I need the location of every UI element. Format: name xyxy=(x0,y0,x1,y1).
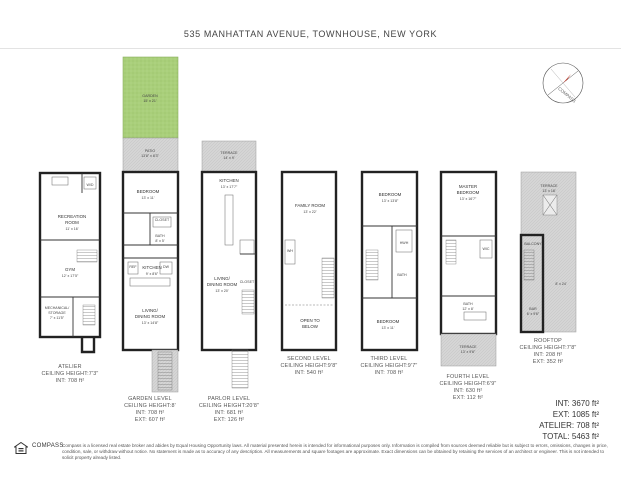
total-int: INT: 3670 ft² xyxy=(555,399,599,408)
garden-closet-label: CLOSET xyxy=(154,218,170,222)
garden-bath-label: BATH xyxy=(155,234,165,238)
third-bed2-dim: 13' x 11' xyxy=(381,326,395,330)
roof-terrace-dim: 13' x 18' xyxy=(542,189,556,193)
parlor-ext: EXT: 126 ft² xyxy=(213,417,245,423)
garden-garden-label: GARDEN xyxy=(142,94,158,98)
atelier-gym-label: GYM xyxy=(64,267,76,272)
compass-rose-icon xyxy=(543,63,583,104)
garden-living-dim: 13' x 14'8" xyxy=(141,321,159,325)
garden-ext: EXT: 607 ft² xyxy=(134,417,166,423)
garden-patio-dim: 13'8" x 8'3" xyxy=(141,154,159,158)
rooftop-ceiling: CEILING HEIGHT:7'8" xyxy=(519,345,577,351)
fourth-ext: EXT: 112 ft² xyxy=(452,395,484,401)
atelier-rec-label-2: ROOM xyxy=(65,220,79,225)
total-all: TOTAL: 5463 ft² xyxy=(542,432,599,441)
rooftop-int: INT: 208 ft² xyxy=(533,352,563,358)
garden-kitchen-label: KITCHEN xyxy=(142,265,162,270)
third-bed1-label: BEDROOM xyxy=(378,192,402,197)
rooftop-ext: EXT: 352 ft² xyxy=(532,359,564,365)
area-totals xyxy=(539,398,599,442)
brand-name: COMPASS xyxy=(32,443,64,449)
atelier-ceiling: CEILING HEIGHT:7'3" xyxy=(41,371,99,377)
parlor-level-name: PARLOR LEVEL xyxy=(207,396,251,402)
garden-kitchen-dim: 9' x 8'6" xyxy=(145,272,159,276)
atelier-gym-dim: 12' x 17'5" xyxy=(61,274,79,278)
floorplan-atelier xyxy=(40,173,100,352)
parlor-terrace-dim: 14' x 9' xyxy=(223,156,235,160)
garden-ceiling: CEILING HEIGHT:8' xyxy=(124,403,176,409)
compass-label: COMPASS xyxy=(557,85,577,104)
parlor-terrace-label: TERRACE xyxy=(220,151,238,155)
fourth-int: INT: 630 ft² xyxy=(453,388,483,394)
fourth-terrace-label: TERRACE xyxy=(459,345,477,349)
atelier-mech-label-2: STORAGE xyxy=(48,311,66,315)
second-int: INT: 540 ft² xyxy=(294,370,324,376)
third-level-name: THIRD LEVEL xyxy=(370,356,408,362)
third-bath-label: BATH xyxy=(397,273,407,277)
fourth-master-label-2: BEDROOM xyxy=(456,190,480,195)
third-bed1-dim: 13' x 13'8" xyxy=(381,199,399,203)
roof-terrace-label: TERRACE xyxy=(540,184,558,188)
garden-int: INT: 708 ft² xyxy=(135,410,165,416)
garden-bedroom-dim: 13' x 11' xyxy=(141,196,155,200)
garden-level-name: GARDEN LEVEL xyxy=(128,396,172,402)
property-title: 535 MANHATTAN AVENUE, TOWNHOUSE, NEW YORK xyxy=(183,29,438,39)
parlor-living-label-2: DINING ROOM xyxy=(206,282,238,287)
parlor-living-label: LIVING/ xyxy=(214,276,230,281)
roof-side-dim: 8' x 24' xyxy=(555,282,567,286)
roof-bar-label: BAR xyxy=(529,307,537,311)
garden-patio-label: PATIO xyxy=(144,149,156,153)
third-bed2-label: BEDROOM xyxy=(376,319,400,324)
atelier-int: INT: 708 ft² xyxy=(55,378,85,384)
fourth-level-name: FOURTH LEVEL xyxy=(446,374,490,380)
parlor-kitchen-dim: 13' x 17'7" xyxy=(220,185,238,189)
fourth-ceiling: CEILING HEIGHT:6'9" xyxy=(439,381,497,387)
roof-balcony-label: BALCONY xyxy=(524,242,542,246)
atelier-mech-label: MECHANICAL/ xyxy=(44,306,70,310)
garden-bedroom-label: BEDROOM xyxy=(136,189,160,194)
roof-bar-dim: 6' x 9'6" xyxy=(526,312,540,316)
total-ext: EXT: 1085 ft² xyxy=(552,410,599,419)
garden-bath-dim: 8' x 5' xyxy=(155,239,165,243)
third-ceiling: CEILING HEIGHT:9'7" xyxy=(360,363,418,369)
parlor-ceiling: CEILING HEIGHT:20'8" xyxy=(198,403,260,409)
ref-label: REF xyxy=(129,265,137,269)
fourth-master-dim: 13' x 16'7" xyxy=(459,197,477,201)
equal-housing-icon xyxy=(14,442,28,454)
wh-label: WH xyxy=(287,249,293,253)
total-atelier: ATELIER: 708 ft² xyxy=(539,421,599,430)
floorplan-fourth-level xyxy=(441,172,496,366)
fourth-bath-dim: 12' x 8' xyxy=(462,307,474,311)
fourth-master-label: MASTER xyxy=(458,184,478,189)
dw-label: DW xyxy=(163,265,169,269)
second-level-name: SECOND LEVEL xyxy=(287,356,331,362)
fourth-bath-label: BATH xyxy=(463,302,473,306)
parlor-kitchen-label: KITCHEN xyxy=(219,178,239,183)
garden-garden-dim: 15' x 21' xyxy=(143,99,157,103)
second-ceiling: CEILING HEIGHT:9'8" xyxy=(280,363,338,369)
atelier-rec-dim: 11' x 16' xyxy=(65,227,79,231)
hwh-label: HWH xyxy=(399,241,409,245)
atelier-level-name: ATELIER xyxy=(58,364,82,370)
second-family-label: FAMILY ROOM xyxy=(294,203,326,208)
garden-living-label: LIVING/ xyxy=(142,308,158,313)
rooftop-level-name: ROOFTOP xyxy=(534,338,562,344)
atelier-rec-label: RECREATION xyxy=(57,214,87,219)
second-open-label: OPEN TO xyxy=(300,318,320,323)
second-family-dim: 13' x 22' xyxy=(303,210,317,214)
parlor-closet-label: CLOSET xyxy=(239,280,255,284)
third-int: INT: 708 ft² xyxy=(374,370,404,376)
atelier-mech-dim: 7' x 11'5" xyxy=(49,316,65,320)
wic-label: WIC xyxy=(482,247,490,251)
wd-label: W/D xyxy=(86,183,94,187)
fourth-terrace-dim: 13' x 9'6" xyxy=(460,350,476,354)
floorplan-garden-level xyxy=(123,57,178,392)
parlor-living-dim: 13' x 20' xyxy=(215,289,229,293)
second-open-label-2: BELOW xyxy=(302,324,318,329)
garden-living-label-2: DINING ROOM xyxy=(134,314,166,319)
parlor-int: INT: 681 ft² xyxy=(214,410,244,416)
disclaimer-text: Compass is a licensed real estate broker and abides by Equal Housing Opportunity laws. All material presented herein is intended for informational purposes only. Information is compiled from sources deemed reliable but is subject to errors, omissions, changes in price, condition, sale, or withdraw without notice. No statement is made as to accuracy of any description. All measurements and square footages are approximate. Exact dimensions can be obtained by retaining the services of an architect or engineer. This is not intended to solicit property already listed. xyxy=(62,443,608,460)
